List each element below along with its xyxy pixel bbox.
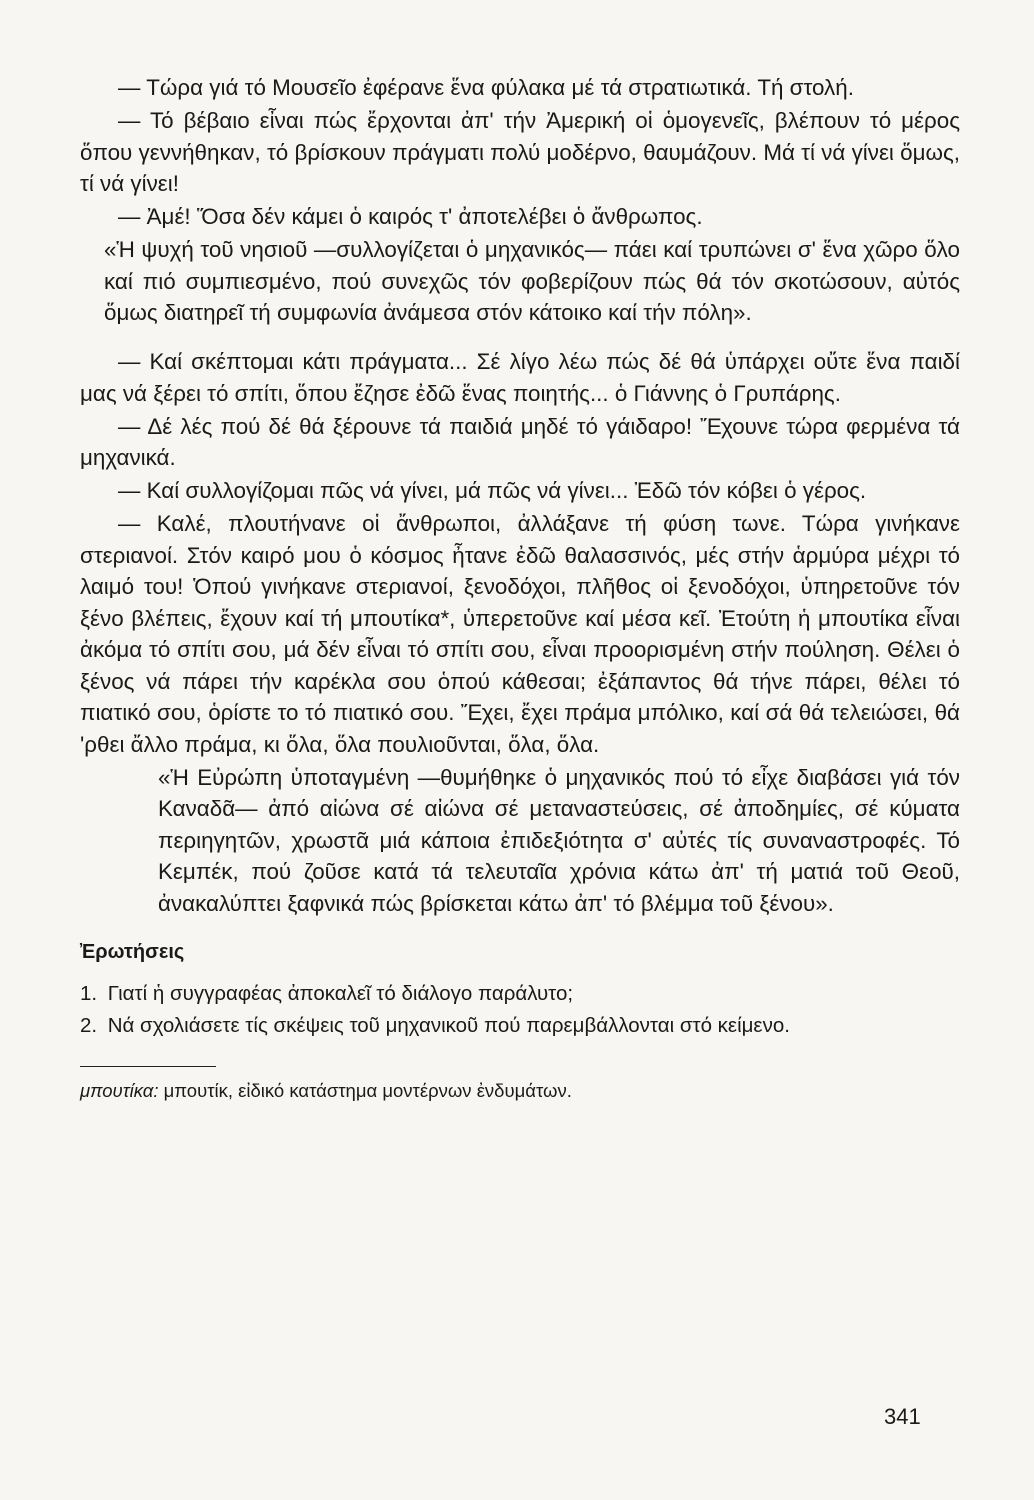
page-content — [80, 72, 960, 1105]
dialogue-section-1 — [80, 72, 960, 329]
page-number: 341 — [884, 1404, 921, 1429]
question-item — [80, 978, 960, 1010]
dialogue-paragraph: — Καί σκέπτομαι κάτι πράγματα... Σέ λίγο λέω πώς δέ θά ὑπάρχει οὔτε ἕνα παιδί μας νά ξέρει τό σπίτι, ὅπου ἔζησε ἐδῶ ἕνας ποιητής... ὁ Γιάννης ὁ Γρυπάρης. — [80, 349, 960, 406]
quote-block: «Ἡ Εὐρώπη ὑποταγμένη —θυμήθηκε ὁ μηχανικός πού τό εἶχε διαβάσει γιά τόν Καναδᾶ— ἀπό αἰώνα σέ αἰώνα σέ μεταναστεύσεις, σέ ἀποδημίες, σέ κύματα περιηγητῶν, χρωστᾶ μιά κάποια ἐπιδεξιότητα σ' αὐτές τίς συναναστροφές. Τό Κεμπέκ, πού ζοῦσε κατά τά τελευταῖα χρόνια κάτω ἀπ' τή ματιά τοῦ Θεοῦ, ἀνακαλύπτει ξαφνικά πώς βρίσκεται κάτω ἀπ' τό βλέμμα τοῦ ξένου». — [158, 764, 960, 916]
paragraph-gap — [80, 330, 960, 346]
footnote — [80, 1077, 960, 1105]
inner-thought-paragraph: «Ἡ ψυχή τοῦ νησιοῦ —συλλογίζεται ὁ μηχανικός— πάει καί τρυπώνει σ' ἕνα χῶρο ὅλο καί πιό συμπιεσμένο, πού συνεχῶς τόν φοβερίζουν πώς θά τόν σκοτώσουν, αὐτός ὅμως διατηρεῖ τή συμφωνία ἀνάμεσα στόν κάτοικο καί τήν πόλη». — [104, 237, 960, 325]
dialogue-paragraph: — Καλέ, πλουτήνανε οἱ ἄνθρωποι, ἀλλάξανε τή φύση τωνε. Τώρα γινήκανε στεριανοί. Στόν καιρό μου ὁ κόσμος ἦτανε ἐδῶ θαλασσινός, μές στήν ἁρμύρα μέχρι τό λαιμό του! Ὁπού γινήκανε στεριανοί, ξενοδόχοι, πλῆθος οἱ ξενοδόχοι, ὑπηρετοῦνε τόν ξένο βλέπεις, ἔχουν καί τή μπουτίκα*, ὑπερετοῦνε καί μέσα κεῖ. Ἐτούτη ἡ μπουτίκα εἶναι ἀκόμα τό σπίτι σου, μά δέν εἶναι τό σπίτι σου, εἶναι προορισμένη στήν πούληση. Θέλει ὁ ξένος νά πάρει τήν καρέκλα σου ὁπού κάθεσαι; ἐξάπαντος θά τήνε πάρει, θέλει τό πιατικό σου, ὁρίστε το τό πιατικό σου. Ἔχει, ἔχει πράμα μπόλικο, καί σά θά τελειώσει, θά 'ρθει ἄλλο πράμα, κι ὅλα, ὅλα πουλιοῦνται, ὅλα, ὅλα. — [80, 511, 960, 757]
dialogue-paragraph: — Καί συλλογίζομαι πῶς νά γίνει, μά πῶς νά γίνει... Ἐδῶ τόν κόβει ὁ γέρος. — [118, 478, 867, 503]
dialogue-paragraph: — Τώρα γιά τό Μουσεῖο ἐφέρανε ἕνα φύλακα μέ τά στρατιωτικά. Τή στολή. — [118, 75, 854, 100]
dialogue-paragraph: — Τό βέβαιο εἶναι πώς ἔρχονται ἀπ' τήν Ἀμερική οἱ ὁμογενεῖς, βλέπουν τό μέρος ὅπου γεννήθηκαν, τό βρίσκουν πράγματι πολύ μοδέρνο, θαυμάζουν. Μά τί νά γίνει ὅμως, τί νά γίνει! — [80, 108, 960, 196]
footnote-term: μπουτίκα: — [80, 1080, 159, 1101]
questions-list — [80, 978, 960, 1042]
question-item — [80, 1010, 960, 1042]
dialogue-paragraph: — Δέ λές πού δέ θά ξέρουνε τά παιδιά μηδέ τό γάιδαρο! Ἔχουνε τώρα φερμένα τά μηχανικά. — [80, 413, 960, 470]
question-text: Νά σχολιάσετε τίς σκέψεις τοῦ μηχανικοῦ πού παρεμβάλλονται στό κείμενο. — [107, 1014, 790, 1037]
dialogue-section-2 — [80, 346, 960, 919]
dialogue-paragraph: — Ἀμέ! Ὅσα δέν κάμει ὁ καιρός τ' ἀποτελέβει ὁ ἄνθρωπος. — [118, 204, 703, 229]
footnote-divider — [80, 1066, 216, 1067]
question-text: Γιατί ἡ συγγραφέας ἀποκαλεῖ τό διάλογο παράλυτο; — [107, 982, 574, 1005]
question-number: 1. — [80, 982, 98, 1005]
footnote-definition: μπουτίκ, εἰδικό κατάστημα μοντέρνων ἐνδυμάτων. — [158, 1080, 572, 1101]
question-number: 2. — [80, 1014, 98, 1037]
questions-heading: Ἐρωτήσεις — [80, 941, 185, 963]
